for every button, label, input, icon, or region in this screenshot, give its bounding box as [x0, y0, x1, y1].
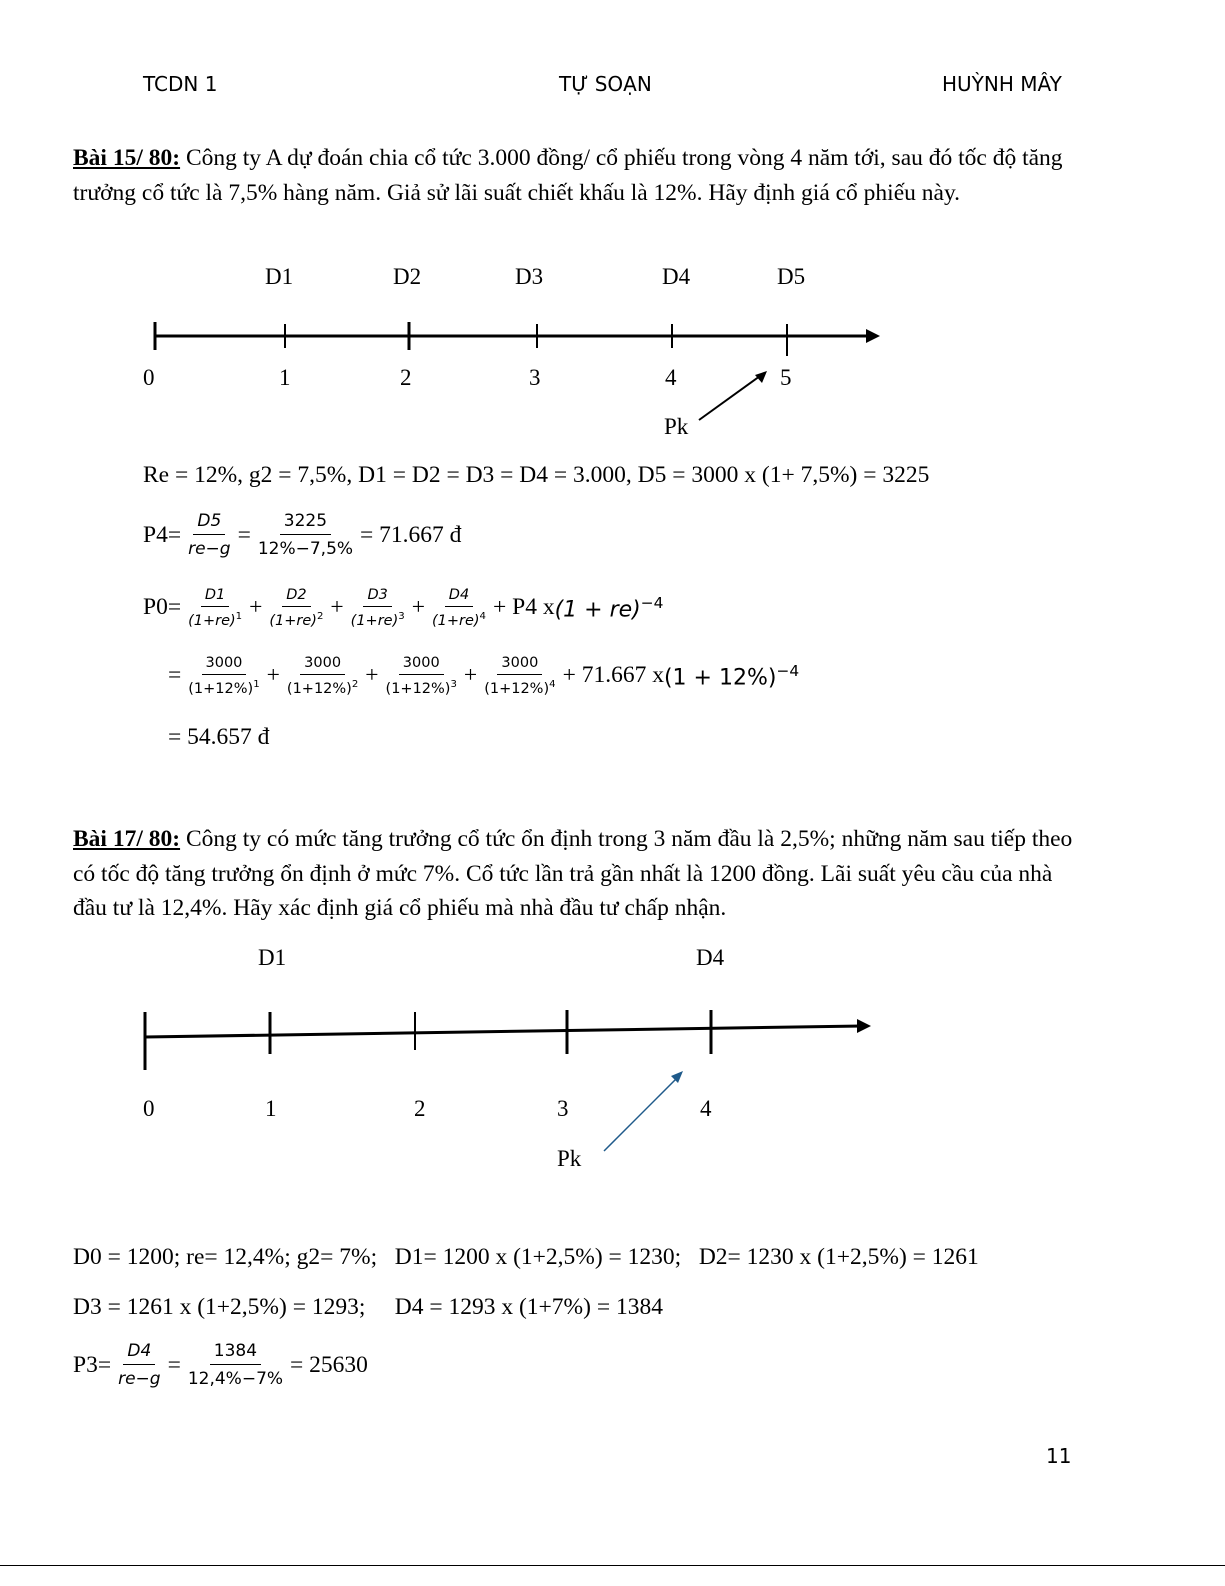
p3-frac-1-den: re−g	[118, 1369, 161, 1389]
p3-frac-2-num: 1384	[210, 1341, 261, 1365]
p0sub-frac-1-num: 3000	[202, 655, 247, 675]
p0-plus-2: +	[330, 594, 344, 621]
timeline1-pk: Pk	[664, 414, 689, 439]
p0sub-frac-2-num: 3000	[300, 655, 345, 675]
timeline1-d1: D1	[265, 264, 294, 289]
problem15-given: Re = 12%, g2 = 7,5%, D1 = D2 = D3 = D4 = 3.000, D5 = 3000 x (1+ 7,5%) = 3225	[143, 462, 930, 488]
p0-lhs: P0=	[143, 594, 182, 621]
p0sub-frac-2-den: $(1+12\%)^2$	[286, 679, 359, 697]
timeline2-year-0: 0	[143, 1096, 155, 1121]
problem15-label: Bài 15/ 80:	[73, 145, 181, 171]
p4-frac-2-num: 3225	[280, 511, 331, 535]
header-center: TỰ SOẠN	[559, 72, 652, 96]
timeline1-year-3: 3	[529, 365, 541, 390]
problem17-text: Công ty có mức tăng trưởng cổ tức ổn định trong 3 năm đầu là 2,5%; những năm sau tiếp theo có tốc độ tăng trưởng ổn định ở mức 7%. Cổ tức lần trả gần nhất là 1200 đồng. Lãi suất yêu cầu của nhà đầu tư là 12,4%. Hãy xác định giá cổ phiếu mà nhà đầu tư chấp nhận.	[73, 826, 1073, 921]
problem17-label: Bài 17/ 80:	[73, 826, 181, 852]
p0-plus-3: +	[411, 594, 425, 621]
p4-frac-1-den: re−g	[188, 539, 231, 559]
p4-result: = 71.667 đ	[360, 521, 462, 548]
p0sub-plus-1: +	[266, 662, 280, 689]
p0-tail: + P4 x	[493, 594, 555, 621]
p4-lhs: P4=	[143, 521, 182, 548]
timeline1-d5: D5	[777, 264, 806, 289]
timeline2-pk: Pk	[557, 1146, 582, 1171]
timeline2-year-1: 1	[265, 1096, 277, 1121]
p0sub-plus-2: +	[365, 662, 379, 689]
p4-frac-2-den: 12%−7,5%	[257, 539, 354, 559]
p0sub-tail-math: $(1 + 12\%)^{-4}$	[663, 661, 800, 691]
p3-frac-1	[114, 1341, 164, 1389]
p0sub-frac-3-num: 3000	[399, 655, 444, 675]
page-bottom-edge	[0, 1565, 1225, 1586]
timeline2-year-3: 3	[557, 1096, 569, 1121]
problem15-text: Công ty A dự đoán chia cổ tức 3.000 đồng/ cổ phiếu trong vòng 4 năm tới, sau đó tốc độ tăng trưởng cổ tức là 7,5% hàng năm. Giả sử lãi suất chiết khấu là 12%. Hãy định giá cổ phiếu này.	[73, 145, 1063, 206]
p0-frac-3-den: $(1+re)^3$	[350, 611, 405, 629]
p0sub-tail: + 71.667 x	[562, 662, 664, 689]
timeline1-year-4: 4	[665, 365, 677, 390]
p0-plus-1: +	[249, 594, 263, 621]
p0-frac-4-den: $(1+re)^4$	[431, 611, 486, 629]
timeline1-year-1: 1	[279, 365, 291, 390]
p0sub-frac-4-num: 3000	[497, 655, 542, 675]
timeline2-year-2: 2	[414, 1096, 426, 1121]
problem15-result: = 54.657 đ	[168, 724, 270, 750]
p0sub-frac-1-den: $(1+12\%)^1$	[188, 679, 260, 697]
problem17-p3	[73, 1341, 368, 1389]
timeline1-d3: D3	[515, 264, 544, 289]
p0sub-frac-4-den: $(1+12\%)^4$	[484, 679, 556, 697]
p3-lhs: P3=	[73, 1351, 112, 1378]
header-right: HUỲNH MÂY	[942, 72, 1062, 96]
page-number: 11	[1046, 1444, 1072, 1468]
problem17-line2: D3 = 1261 x (1+2,5%) = 1293; D4 = 1293 x (1+7%) = 1384	[73, 1294, 663, 1320]
p3-eq: =	[167, 1351, 181, 1378]
p0-frac-1-num: D1	[201, 587, 229, 607]
timeline1-d4: D4	[662, 264, 691, 289]
p0-frac-2-den: $(1+re)^2$	[269, 611, 324, 629]
timeline2-d4: D4	[696, 945, 725, 970]
p0-frac-3-num: D3	[363, 587, 391, 607]
p3-frac-1-num: D4	[123, 1341, 155, 1365]
problem17-line1: D0 = 1200; re= 12,4%; g2= 7%; D1= 1200 x (1+2,5%) = 1230; D2= 1230 x (1+2,5%) = 1261	[73, 1244, 979, 1270]
timeline1-year-5: 5	[780, 365, 792, 390]
timeline2-year-4: 4	[700, 1096, 712, 1121]
p0sub-frac-3-den: $(1+12\%)^3$	[385, 679, 457, 697]
p4-eq: =	[237, 521, 251, 548]
p0-frac-4-num: D4	[445, 587, 473, 607]
header-left: TCDN 1	[143, 72, 218, 96]
timeline1-year-2: 2	[400, 365, 412, 390]
p0-tail-math: (1 + re)$^{-4}$	[554, 593, 664, 623]
p3-frac-2	[184, 1341, 287, 1389]
p3-result: = 25630	[290, 1351, 368, 1378]
timeline1-d2: D2	[393, 264, 422, 289]
p0sub-plus-3: +	[463, 662, 478, 689]
p0-frac-2-num: D2	[282, 587, 310, 607]
p0-frac-1-den: $(1+re)^1$	[188, 611, 243, 629]
p0sub-lhs: =	[168, 662, 182, 689]
p4-frac-1-num: D5	[193, 511, 225, 535]
timeline2-d1: D1	[258, 945, 287, 970]
timeline1-year-0: 0	[143, 365, 155, 390]
p3-frac-2-den: 12,4%−7%	[187, 1369, 284, 1389]
